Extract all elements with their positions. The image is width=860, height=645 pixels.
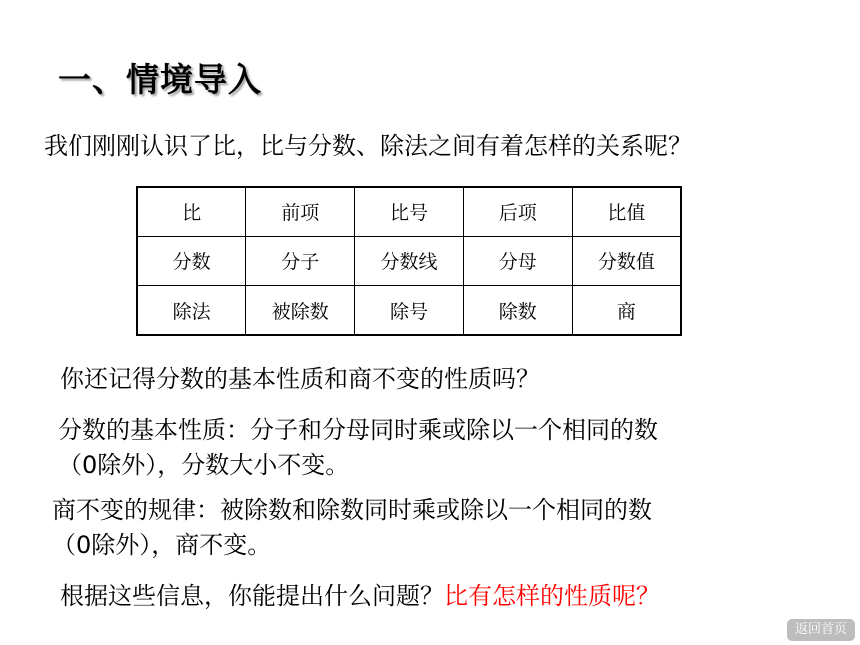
table-cell: 前项: [246, 187, 355, 236]
review-question: 你还记得分数的基本性质和商不变的性质吗？: [60, 365, 540, 393]
comparison-table: [136, 186, 682, 336]
table-cell: 分子: [246, 236, 355, 285]
table-cell: 商: [572, 286, 681, 335]
table-cell: 分母: [463, 236, 572, 285]
table-cell: 后项: [463, 187, 572, 236]
table-cell: 比: [137, 187, 246, 236]
table-cell: 除数: [463, 286, 572, 335]
intro-text: 我们刚刚认识了比，比与分数、除法之间有着怎样的关系呢？: [44, 132, 692, 160]
table-row: [137, 187, 681, 236]
table-cell: 比值: [572, 187, 681, 236]
final-question: [60, 576, 660, 611]
quotient-rule-line: （0除外），商不变。: [52, 531, 272, 559]
table-cell: 除号: [355, 286, 464, 335]
fraction-property-text: [58, 413, 658, 483]
slide-title: 一、情境导入: [58, 60, 262, 99]
table-row: [137, 286, 681, 335]
table-row: [137, 236, 681, 285]
table-cell: 分数值: [572, 236, 681, 285]
table-cell: 除法: [137, 286, 246, 335]
fraction-property-line: 分数的基本性质：分子和分母同时乘或除以一个相同的数: [58, 416, 658, 444]
quotient-rule-text: [52, 493, 652, 563]
quotient-rule-line: 商不变的规律：被除数和除数同时乘或除以一个相同的数: [52, 496, 652, 524]
fraction-property-line: （0除外），分数大小不变。: [58, 451, 350, 479]
table-cell: 被除数: [246, 286, 355, 335]
back-to-home-button[interactable]: 返回首页: [787, 619, 855, 641]
final-prompt: 根据这些信息，你能提出什么问题？: [60, 582, 444, 610]
highlight-question: 比有怎样的性质呢？: [444, 582, 660, 610]
table-cell: 分数: [137, 236, 246, 285]
table-cell: 分数线: [355, 236, 464, 285]
table-cell: 比号: [355, 187, 464, 236]
